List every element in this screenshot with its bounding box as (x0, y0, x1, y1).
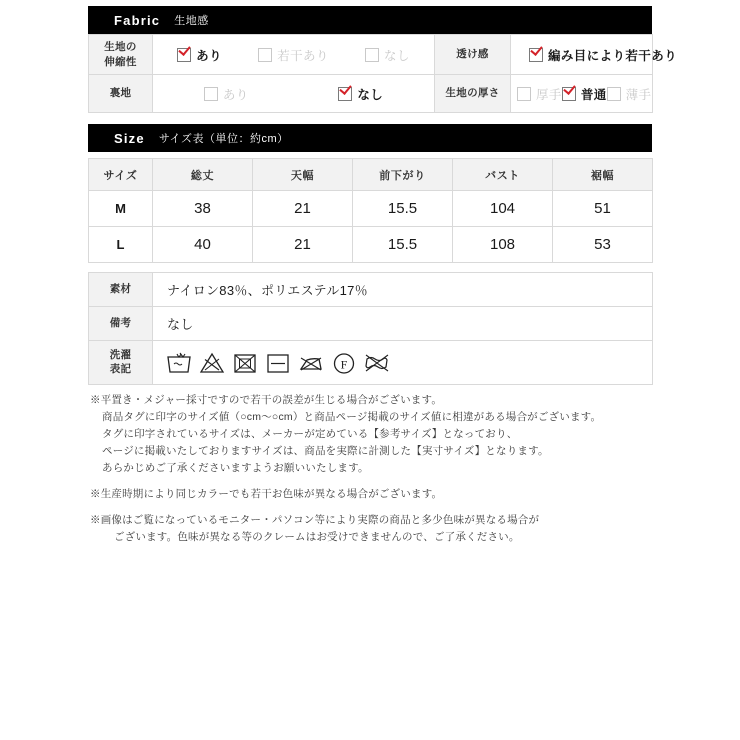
fabric-row1-options-right (511, 35, 678, 75)
option-thickness-futsuu[interactable]: 普通 (562, 85, 607, 103)
fabric-row1-label-right: 透け感 (435, 35, 511, 75)
checkbox-checked-icon[interactable] (338, 87, 352, 101)
size-section-title-en: Size (114, 130, 145, 146)
size-row-m-topwidth: 21 (253, 191, 353, 227)
table-row (89, 273, 653, 307)
size-row-l-bust: 108 (453, 227, 553, 263)
table-row (89, 341, 653, 385)
care-label (89, 341, 153, 385)
label-line-2: 伸縮性 (104, 55, 137, 68)
remarks-label: 備考 (89, 307, 153, 341)
note-line: あらかじめご了承くださいますようお願いいたします。 (102, 462, 369, 474)
label-line-1: 生地の (104, 41, 137, 54)
size-row-l-label: L (89, 227, 153, 263)
checkbox-checked-icon[interactable] (562, 87, 576, 101)
do-not-iron-icon (298, 351, 324, 375)
size-section-title-jp: サイズ表（単位：約cm） (158, 133, 289, 145)
option-thickness-atsude[interactable]: 厚手 (517, 85, 562, 103)
note-line: 商品タグに印字のサイズ値（○cm～○cm）と商品ページ掲載のサイズ値に相違がある場合がございます。 (102, 411, 602, 423)
checkbox-checked-icon[interactable] (529, 48, 543, 62)
table-row (89, 307, 653, 341)
size-col-header-size: サイズ (89, 159, 153, 191)
option-stretch-nashi[interactable]: なし (365, 46, 410, 64)
size-table-header-row (89, 159, 653, 191)
size-col-header-length: 総丈 (153, 159, 253, 191)
dry-flat-icon (265, 351, 291, 375)
care-icons-cell (153, 341, 653, 385)
material-label: 素材 (89, 273, 153, 307)
fabric-section-title-en: Fabric (114, 12, 161, 28)
size-row-m-frontdrop: 15.5 (353, 191, 453, 227)
table-row (89, 35, 653, 75)
option-stretch-jakkan-ari[interactable]: 若干あり (258, 46, 329, 64)
size-col-header-bust: バスト (453, 159, 553, 191)
fabric-row2-options-right (511, 75, 653, 113)
option-sheerness-amime[interactable]: 編み目により若干あり (529, 46, 677, 64)
note-line: ※画像はご覧になっているモニター・パソコン等により実際の商品と多少色味が異なる場合が (90, 514, 540, 526)
checkbox-empty-icon[interactable] (607, 87, 621, 101)
svg-text:F: F (340, 357, 348, 371)
fabric-row2-label-right: 生地の厚さ (435, 75, 511, 113)
label-line-2: 表記 (109, 362, 132, 375)
note-line: ページに掲載いたしておりますサイズは、商品を実際に計測した【実寸サイズ】となります。 (102, 445, 549, 457)
size-row-l-topwidth: 21 (253, 227, 353, 263)
option-stretch-ari[interactable]: あり (177, 46, 222, 64)
info-table (88, 272, 653, 385)
checkbox-checked-icon[interactable] (177, 48, 191, 62)
note-line: ※生産時期により同じカラーでも若干お色味が異なる場合がございます。 (90, 488, 443, 500)
do-not-bleach-icon (199, 351, 225, 375)
do-not-tumble-dry-icon (232, 351, 258, 375)
size-row-m-label: M (89, 191, 153, 227)
size-row-m-bust: 104 (453, 191, 553, 227)
fabric-row1-options-left (153, 35, 435, 75)
size-table (88, 158, 653, 263)
checkbox-empty-icon[interactable] (204, 87, 218, 101)
size-row-m-hemwidth: 51 (553, 191, 653, 227)
fabric-row2-options-left (153, 75, 435, 113)
notes-block (90, 392, 670, 546)
checkbox-empty-icon[interactable] (365, 48, 379, 62)
checkbox-empty-icon[interactable] (258, 48, 272, 62)
size-col-header-hemwidth: 裾幅 (553, 159, 653, 191)
option-lining-nashi[interactable]: なし (338, 85, 383, 103)
dry-clean-f-icon (331, 351, 357, 375)
size-row-l-frontdrop: 15.5 (353, 227, 453, 263)
size-section-header (88, 124, 652, 152)
size-row-l-length: 40 (153, 227, 253, 263)
fabric-row2-label-left: 裏地 (89, 75, 153, 113)
label-line-1: 洗濯 (109, 348, 132, 361)
fabric-row1-label-left (89, 35, 153, 75)
size-col-header-frontdrop: 前下がり (353, 159, 453, 191)
fabric-table (88, 34, 678, 113)
material-value: ナイロン83％、ポリエステル17％ (153, 273, 653, 307)
option-lining-ari[interactable]: あり (204, 85, 249, 103)
table-row (89, 227, 653, 263)
note-line: タグに印字されているサイズは、メーカーが定めている【参考サイズ】となっており、 (102, 428, 518, 440)
note-line: ※平置き・メジャー採寸ですので若干の誤差が生じる場合がございます。 (90, 394, 443, 406)
checkbox-empty-icon[interactable] (517, 87, 531, 101)
care-icon-row (154, 351, 651, 375)
hand-wash-icon (166, 351, 192, 375)
note-line: ございます。色味が異なる等のクレームはお受けできませんので、ご了承ください。 (114, 531, 520, 543)
option-thickness-usude[interactable]: 薄手 (607, 85, 652, 103)
fabric-section-header (88, 6, 652, 34)
fabric-section-title-jp: 生地感 (174, 15, 209, 27)
size-row-m-length: 38 (153, 191, 253, 227)
remarks-value: なし (153, 307, 653, 341)
do-not-wring-icon (364, 351, 390, 375)
size-row-l-hemwidth: 53 (553, 227, 653, 263)
table-row (89, 75, 653, 113)
size-col-header-topwidth: 天幅 (253, 159, 353, 191)
table-row (89, 191, 653, 227)
